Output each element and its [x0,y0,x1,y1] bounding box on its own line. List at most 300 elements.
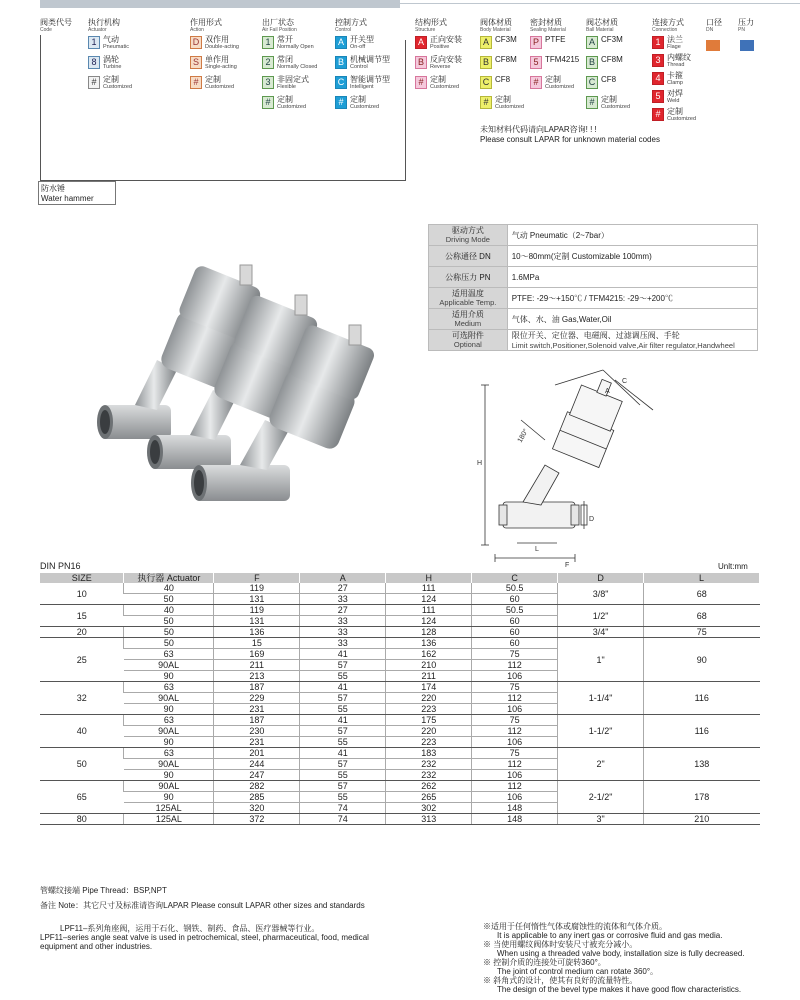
table-cell: 112 [472,759,558,770]
body-option [480,76,510,89]
option-code: 4 [652,72,664,85]
table-cell: 106 [472,704,558,715]
option-code: 3 [262,76,274,89]
d-cell: 3/4" [558,627,644,638]
table-cell: 90AL [124,726,214,737]
body-option [480,96,524,110]
option-label: CF3M [495,35,517,44]
table-cell: 41 [300,682,386,693]
code-line [40,35,41,180]
description-en: LPF11–series angle seat valve is used in petrochemical, steel, pharmaceutical, food, medical equipment and other industries. [40,933,369,951]
structure-line [405,40,406,181]
table-cell: 262 [386,781,472,792]
option-code: A [586,36,598,49]
table-cell: 119 [214,583,300,594]
option-code: A [480,36,492,49]
dim-f-label: F [565,562,570,569]
table-cell: 60 [472,616,558,627]
table-cell: 111 [386,583,472,594]
water-hammer-en: Water hammer [41,194,94,203]
table-row [40,682,760,693]
ball-option [586,36,623,49]
column-header: SIZE [40,573,124,583]
table-cell: 282 [214,781,300,792]
sealing-option [530,76,574,90]
option-code: B [586,56,598,69]
control-option [335,76,390,90]
table-cell: 372 [214,814,300,825]
l-cell: 68 [644,605,760,627]
option-code: # [480,96,492,109]
airfail-option [262,36,314,50]
option-code: C [586,76,598,89]
table-cell: 112 [472,781,558,792]
option-code: C [480,76,492,89]
option-code: # [530,76,542,89]
connection-option [652,54,691,68]
col-air-fail: 出厂状态 Air Fail Position [262,18,297,33]
option-code: B [480,56,492,69]
feature-en: The design of the bevel type makes it have good flow characteristics. [497,985,742,994]
option-code: D [190,36,202,49]
d-cell: 1" [558,638,644,682]
spec-row [429,288,758,309]
spec-value: PTFE: -29～+150℃ / TFM4215: -29～+200℃ [507,288,757,309]
table-row [40,605,760,616]
l-cell: 116 [644,682,760,715]
table-cell: 74 [300,814,386,825]
column-header: C [472,573,558,583]
spec-row [429,330,758,351]
column-header: H [386,573,472,583]
table-cell: 131 [214,594,300,605]
table-cell: 213 [214,671,300,682]
spec-value: 气动 Pneumatic（2~7bar） [507,225,757,246]
table-row [40,781,760,792]
col-control: 控制方式 Control [335,18,367,33]
d-cell: 3/8" [558,583,644,605]
table-cell: 106 [472,792,558,803]
col-structure: 结构形式 Structure [415,18,447,33]
l-cell: 90 [644,638,760,682]
unit-label: Unlt:mm [718,562,748,571]
table-cell: 229 [214,693,300,704]
table-cell: 90 [124,770,214,781]
table-row [40,627,760,638]
unknown-material-zh: 未知材料代码请向LAPAR咨询! ! ! [480,125,597,134]
table-cell: 40 [124,583,214,594]
table-cell: 244 [214,759,300,770]
spec-value: 限位开关、定位器、电磁阀、过滤调压阀、手轮 Limit switch,Positioner,Solenoid valve,Air filter regulator,Handwheel [507,330,757,351]
table-cell: 57 [300,781,386,792]
col-connection: 连接方式 Connection [652,18,684,33]
option-code: 2 [262,56,274,69]
table-cell: 131 [214,616,300,627]
option-label: 卡箍 Clamp [667,71,683,86]
table-cell: 223 [386,704,472,715]
table-cell: 232 [386,770,472,781]
option-label: 定制 Customized [205,75,235,90]
option-code: A [415,36,427,49]
table-cell: 265 [386,792,472,803]
option-label: 对焊 Weld [667,89,683,104]
size-cell: 20 [40,627,124,638]
table-cell: 112 [472,660,558,671]
table-cell: 112 [472,726,558,737]
airfail-option [262,96,306,110]
table-cell: 75 [472,748,558,759]
ball-option [586,76,616,89]
option-code: # [335,96,347,109]
header-band [40,0,400,8]
table-cell: 136 [386,638,472,649]
table-cell: 41 [300,715,386,726]
action-option [190,76,234,90]
spec-key: 公称压力 PN [429,267,508,288]
size-cell: 65 [40,781,124,814]
table-cell: 162 [386,649,472,660]
table-cell: 90AL [124,660,214,671]
table-cell: 211 [386,671,472,682]
table-cell: 50 [124,594,214,605]
table-cell: 125AL [124,803,214,814]
size-cell: 25 [40,638,124,682]
option-label: 定制 Customized [277,95,307,110]
table-cell: 15 [214,638,300,649]
option-label: 定制 Customized [495,95,525,110]
spec-value: 气体、水、油 Gas,Water,Oil [507,309,757,330]
size-cell: 80 [40,814,124,825]
option-code: A [335,36,347,49]
d-cell: 1/2" [558,605,644,627]
d-cell: 1-1/4" [558,682,644,715]
table-cell: 231 [214,737,300,748]
table-cell: 50 [124,616,214,627]
connection-option [652,72,683,86]
table-cell: 50.5 [472,605,558,616]
option-label: CF3M [601,35,623,44]
table-row [40,814,760,825]
l-cell: 116 [644,715,760,748]
unknown-material-en: Please consult LAPAR for unknown material codes [480,135,660,144]
dim-l-label: L [535,546,539,553]
table-cell: 320 [214,803,300,814]
option-label: 法兰 Flage [667,35,683,50]
ball-option [586,96,630,110]
table-row [40,715,760,726]
table-cell: 136 [214,627,300,638]
airfail-option [262,56,317,70]
spec-value: 10～80mm(定制 Customizable 100mm) [507,246,757,267]
column-header: A [300,573,386,583]
table-cell: 90AL [124,759,214,770]
spec-key: 驱动方式 Driving Mode [429,225,508,246]
actuator-option [88,56,121,70]
table-cell: 57 [300,759,386,770]
connection-option [652,90,683,104]
table-cell: 211 [214,660,300,671]
option-label: 内螺纹 Thread [667,53,691,68]
l-cell: 75 [644,627,760,638]
d-cell: 1-1/2" [558,715,644,748]
col-pn: 压力 PN [738,18,754,33]
table-cell: 41 [300,748,386,759]
l-cell: 68 [644,583,760,605]
feature-zh: ※ 斜角式的设计，使其有良好的流量特性。 [483,976,638,985]
option-code: # [190,76,202,89]
dim-angle-label: 180° [516,427,530,444]
column-header: L [644,573,760,583]
size-cell: 10 [40,583,124,605]
actuator-option [88,36,129,50]
control-option [335,96,379,110]
option-code: C [335,76,347,89]
table-cell: 50 [124,638,214,649]
table-cell: 247 [214,770,300,781]
ball-option [586,56,623,69]
structure-option [415,36,462,50]
action-option [190,36,239,50]
table-cell: 210 [386,660,472,671]
unknown-material-note [480,125,660,145]
table-cell: 231 [214,704,300,715]
table-cell: 55 [300,770,386,781]
spec-row [429,267,758,288]
table-cell: 112 [472,693,558,704]
table-cell: 220 [386,693,472,704]
table-cell: 124 [386,616,472,627]
size-cell: 32 [40,682,124,715]
table-cell: 230 [214,726,300,737]
table-cell: 33 [300,594,386,605]
option-label: 智能调节型 Intelligent [350,75,390,90]
table-cell: 106 [472,671,558,682]
header-line [400,3,800,4]
feature-zh: ※ 控制介质的连接处可旋转360°。 [483,958,606,967]
col-code: 阀类代号 Code [40,18,72,33]
feature-zh: ※适用于任何惰性气体或腐蚀性的流体和气体介质。 [483,922,667,931]
table-cell: 60 [472,638,558,649]
col-body: 阀体材质 Body Material [480,18,512,33]
option-label: 正向安装 Positive [430,35,462,50]
option-label: 定制 Customized [545,75,575,90]
table-cell: 63 [124,649,214,660]
table-cell: 55 [300,704,386,715]
option-label: 常开 Normally Open [277,35,314,50]
option-code: # [262,96,274,109]
sealing-option [530,36,565,49]
water-hammer-zh: 防水锤 [41,184,65,193]
table-cell: 106 [472,737,558,748]
size-cell: 50 [40,748,124,781]
table-cell: 90 [124,671,214,682]
option-code: 1 [88,36,100,49]
feature-en: When using a threaded valve body, installation size is fully decreased. [497,949,745,958]
option-label: 开关型 On-off [350,35,374,50]
option-label: 涡轮 Turbine [103,55,122,70]
l-cell: 178 [644,781,760,814]
option-label: CF8M [495,55,517,64]
table-cell: 90AL [124,693,214,704]
col-action: 作用形式 Action [190,18,222,33]
column-header: F [214,573,300,583]
dimension-table [40,573,760,825]
actuator-option [88,76,132,90]
table-cell: 302 [386,803,472,814]
option-label: CF8 [495,75,511,84]
water-hammer-box [38,181,116,205]
table-cell: 27 [300,583,386,594]
pn-swatch [740,40,754,51]
table-title: DIN PN16 [40,561,81,571]
table-cell: 63 [124,748,214,759]
table-cell: 169 [214,649,300,660]
option-code: 5 [652,90,664,103]
table-cell: 75 [472,715,558,726]
col-ball: 阀芯材质 Ball Material [586,18,618,33]
table-cell: 33 [300,638,386,649]
table-row [40,583,760,594]
connection-option [652,36,683,50]
feature-en: It is applicable to any inert gas or corrosive fluid and gas media. [497,931,723,940]
option-label: 定制 Customized [667,107,697,122]
option-label: 非固定式 Flexible [277,75,309,90]
pipe-thread-note: 管螺纹接端 Pipe Thread：BSP,NPT [40,886,167,895]
table-cell: 90 [124,704,214,715]
d-cell: 3" [558,814,644,825]
option-code: 1 [652,36,664,49]
col-actuator: 执行机构 Actuator [88,18,120,33]
option-label: TFM4215 [545,55,580,64]
table-cell: 148 [472,814,558,825]
description [40,924,400,951]
dim-d-label: D [589,516,595,523]
table-cell: 183 [386,748,472,759]
dim-c-label: C [622,378,628,385]
table-cell: 201 [214,748,300,759]
option-code: # [88,76,100,89]
dn-swatch [706,40,720,51]
spec-value: 1.6MPa [507,267,757,288]
d-cell: 2-1/2" [558,781,644,814]
spec-key: 适用介质 Medium [429,309,508,330]
table-cell: 128 [386,627,472,638]
option-label: CF8M [601,55,623,64]
option-label: 定制 Customized [430,75,460,90]
spec-key: 适用温度 Applicable Temp. [429,288,508,309]
remark-note: 备注 Note：其它尺寸及标准请咨询LAPAR Please consult LAPAR other sizes and standards [40,901,365,910]
table-cell: 50.5 [472,583,558,594]
col-dn: 口径 DN [706,18,722,33]
structure-option [415,76,459,90]
spec-key: 可选附件 Optional [429,330,508,351]
table-cell: 187 [214,682,300,693]
valve-product-image [95,240,395,510]
table-cell: 313 [386,814,472,825]
table-cell: 60 [472,627,558,638]
option-label: 定制 Customized [103,75,133,90]
size-cell: 15 [40,605,124,627]
option-label: 定制 Customized [350,95,380,110]
technical-drawing [475,365,670,570]
dim-h-label: H [477,460,483,467]
table-cell: 75 [472,682,558,693]
option-label: 常闭 Normally Closed [277,55,318,70]
option-label: CF8 [601,75,617,84]
option-label: 反向安装 Reverse [430,55,462,70]
column-header: 执行器 Actuator [124,573,214,583]
table-cell: 55 [300,792,386,803]
table-cell: 106 [472,770,558,781]
table-cell: 90 [124,737,214,748]
table-cell: 90AL [124,781,214,792]
table-cell: 63 [124,715,214,726]
table-cell: 90 [124,792,214,803]
table-row [40,748,760,759]
option-label: 气动 Pneumatic [103,35,129,50]
option-code: 3 [652,54,664,67]
option-label: PTFE [545,35,566,44]
table-cell: 175 [386,715,472,726]
option-code: B [335,56,347,69]
option-code: # [652,108,664,121]
table-cell: 285 [214,792,300,803]
table-cell: 50 [124,627,214,638]
col-sealing: 密封材质 Sealing Material [530,18,566,33]
table-cell: 125AL [124,814,214,825]
spec-table [428,224,758,351]
table-cell: 55 [300,737,386,748]
table-cell: 232 [386,759,472,770]
table-cell: 148 [472,803,558,814]
table-cell: 41 [300,649,386,660]
table-cell: 223 [386,737,472,748]
size-cell: 40 [40,715,124,748]
table-cell: 40 [124,605,214,616]
action-option [190,56,237,70]
control-option [335,36,374,50]
option-code: 8 [88,56,100,69]
table-cell: 57 [300,660,386,671]
table-cell: 119 [214,605,300,616]
airfail-option [262,76,309,90]
d-cell: 2" [558,748,644,781]
table-cell: 27 [300,605,386,616]
column-header: D [558,573,644,583]
table-cell: 57 [300,726,386,737]
table-cell: 187 [214,715,300,726]
table-cell: 174 [386,682,472,693]
table-cell: 75 [472,649,558,660]
option-label: 双作用 Double-acting [205,35,239,50]
table-cell: 220 [386,726,472,737]
features-list [483,922,783,994]
table-cell: 111 [386,605,472,616]
description-zh: LPF11–系列角座阀，运用于石化、钢铁、制药、食品、医疗器械等行业。 [60,924,320,933]
option-code: 1 [262,36,274,49]
spec-key: 公称通径 DN [429,246,508,267]
table-cell: 57 [300,693,386,704]
spec-row [429,309,758,330]
option-code: S [190,56,202,69]
control-option [335,56,390,70]
table-cell: 124 [386,594,472,605]
l-cell: 138 [644,748,760,781]
table-cell: 63 [124,682,214,693]
table-cell: 33 [300,627,386,638]
table-cell: 55 [300,671,386,682]
structure-option [415,56,462,70]
